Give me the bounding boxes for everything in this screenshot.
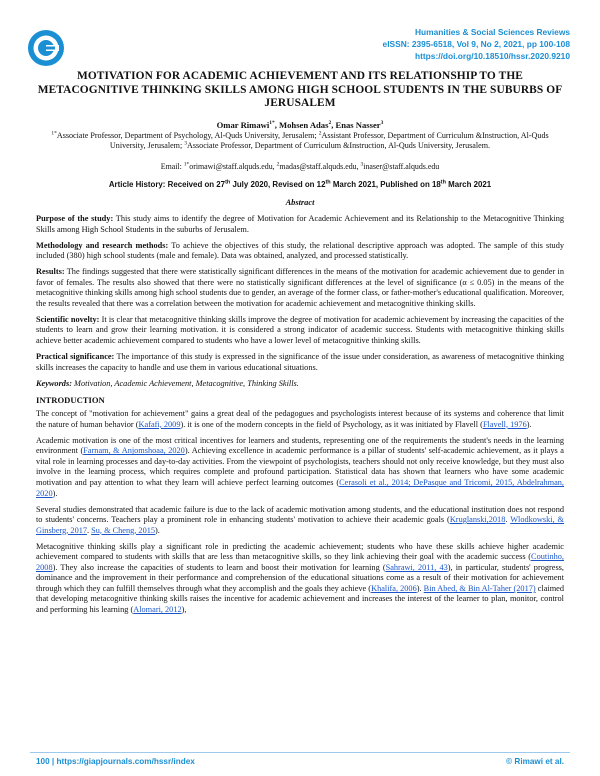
citation-link[interactable]: Su, & Cheng, 2015 [91,525,156,535]
intro-paragraph-3: Several studies demonstrated that academic failure is due to the lack of academic motivation among students, and the educational institution does not respond to students' concerns. Teachers play a prominent role in enhancing students' motivation to achieve their academic goals (Kruglanski,2018. Wlodkowski, & Ginsberg, 2017. Su, & Cheng, 2015). [36,504,565,535]
abstract-methodology: Methodology and research methods: To achieve the objectives of this study, the relational descriptive approach was adopted. The sample of this study included (380) high school students (male and female). Data was obtained, analyzed, and processed statistically. [36,240,565,261]
citation-link[interactable]: Flavell, 1976 [482,419,527,429]
citation-link[interactable]: Coutinho, 2008 [36,552,564,572]
abstract-novelty: Scientific novelty: It is clear that metacognitive thinking skills improve the degree of motivation for academic achievement by increasing the capacities of the students to learn and grow their learning motivation. it is considered a strong indicator of academic success. Students with metacognitive thinking skills achieve better academic achievement compared to students who have a lower level of metacognitive thinking skills. [36,314,564,345]
journal-header [383,26,570,62]
citation-link[interactable]: Alomari, 2012 [133,605,182,614]
paper-title: MOTIVATION FOR ACADEMIC ACHIEVEMENT AND ITS RELATIONSHIP TO THE METACOGNITIVE THINKING SKILLS AMONG HIGH SCHOOL STUDENTS IN THE SUBURBS OF JERUSALEM [37,70,563,109]
email-3[interactable]: inaser@staff.alquds.edu [363,162,440,171]
author-1: Omar Rimawi [216,120,270,130]
footer-divider [30,752,570,753]
abstract-practical: Practical significance: The importance of this study is expressed in the significance of the issue under consideration, as awareness of metacognitive thinking skills increases the capacity to handle and use them in various educational situations. [36,352,564,372]
footer-page-url[interactable]: 100 | https://giapjournals.com/hssr/index [36,757,195,766]
citation-link[interactable]: Sahrawi, 2011, 43 [385,562,448,572]
author-list: Omar Rimawi$^{1*}$, Mohsen Adas$^2$, Enas Nasser$^3$ [216,120,384,130]
keywords: Keywords: Motivation, Academic Achievement, Metacognitive, Thinking Skills. [36,378,299,388]
abstract-results: Results: The findings suggested that there were statistically significant differences in the means of the motivation for academic achievement due to gender in favor of females. The results also showed that there were no statistically significant differences at the level of significance (α ≤ 0.05) in the means of the metacognitive thinking skills among high school students due to gender, an average of the former class, or father-mother's educational qualification. Moreover, the results revealed that there was a correlation between the motivation for academic achievement and metacognitive thinking skills. [36,267,564,308]
intro-paragraph-2: Academic motivation is one of the most critical incentives for learners and students, representing one of the requirements the student's needs in the learning environment (Farnam, & Anjomshoaa, 2020). Achieving excellence in academic performance is a pillar of students' self-academic achievement, as it plays a vital role in learning processes and day-to-day activities. From the viewpoint of psychologists, teachers should not only receive knowledge, but they must also involve in the learning process, which requires complete and profound participation. Statistical data has shown that learners who have some academic motivation and pay attention to what they learn will achieve perfect learning outcomes (Cerasoli et al., 2014; DePasque and Tricomi, 2015, Abdelrahman, 2020). [36,435,564,498]
citation-link[interactable]: Kruglanski,2018 [449,515,506,525]
citation-link[interactable]: Cerasoli et al., 2014; DePasque and Tricomi, 2015, Abdelrahman, 2020 [36,477,564,498]
intro-paragraph-1: The concept of "motivation for achievement" gains a great deal of the pedagogues and psychologists interest because of its systems and coherence that limit the nature of human behavior (Kafafi, 2009). it is one of the modern concepts in the field of Psychology, as it was initiated by Flavell (Flavell, 1976). [36,409,564,429]
article-history: Article History: Received on 27th July 2020, Revised on 12th March 2021, Published on 18th March 2021 [108,179,492,189]
citation-link[interactable]: Kafafi, 2009 [138,419,181,429]
email-1[interactable]: orimawi@staff.alquds.edu, [189,162,277,171]
citation-link[interactable]: Wlodkowski, & Ginsberg, 2017 [36,515,565,535]
abstract-heading: Abstract [285,198,315,207]
author-3: Enas Nasser [335,120,381,130]
author-emails: Email: $^{1*}$orimawi@staff.alquds.edu, $^2$madas@staff.alquds.edu, $^3$inaser@staff.alquds.edu [160,161,440,171]
introduction-heading: INTRODUCTION [36,394,105,405]
intro-paragraph-4: Metacognitive thinking skills play a significant role in predicting the academic achievement; students who have these skills achieve higher academic achievement compared to students with skills that are less than metacognitive skills, so they link achieving their goal with the academic success (Coutinho, 2008). They also increase the capacities of students to learn and boost their motivation for learning (Sahrawi, 2011, 43), in particular, students' progress, dominance and the improvement in their performance and comprehension of the educational situations come as a result of their motivation for achievement through which they can fulfill themselves through what they accomplish and the goals they achieve (Khalifa, 2006). Bin Abed, & Bin Al-Taher (2017) claimed that developing metacognitive thinking skills raises the incentive for academic achievement and increases the interest of the learner to plan, monitor, control and performing his learning (Alomari, 2012), [36,541,564,614]
affiliations: $^{1*}$Associate Professor, Department of Psychology, Al-Quds University, Jerusalem; $^2$Assistant Professor, Department of Curriculum &Instruction, Al-Quds University, Jerusalem; $^3$Associate Professor, Department of Curriculum &Instruction, Al-Quds University, Jerusalem. [51,130,549,151]
paper-body [36,214,564,621]
giap-logo-icon [26,28,66,68]
doi-link[interactable]: https://doi.org/10.18510/hssr.2020.9210 [414,51,570,61]
citation-link[interactable]: Farnam, & Anjomshoaa, 2020 [83,446,185,456]
author-2: Mohsen Adas [279,120,329,130]
email-2[interactable]: madas@staff.alquds.edu, [279,162,361,171]
citation-link[interactable]: Khalifa, 2006 [371,583,417,593]
journal-name: Humanities & Social Sciences Reviews [414,27,570,37]
footer-copyright: © Rimawi et al. [506,757,564,766]
abstract-purpose: Purpose of the study: This study aims to identify the degree of Motivation for Academic Achievement and its Relationship to the Metacognitive Thinking Skills among High School Students in the suburbs of Jerusalem. [36,214,564,234]
issn-line: eISSN: 2395-6518, Vol 9, No 2, 2021, pp 100-108 [382,39,570,49]
citation-link[interactable]: Bin Abed, & Bin Al-Taher (2017) [423,583,536,593]
